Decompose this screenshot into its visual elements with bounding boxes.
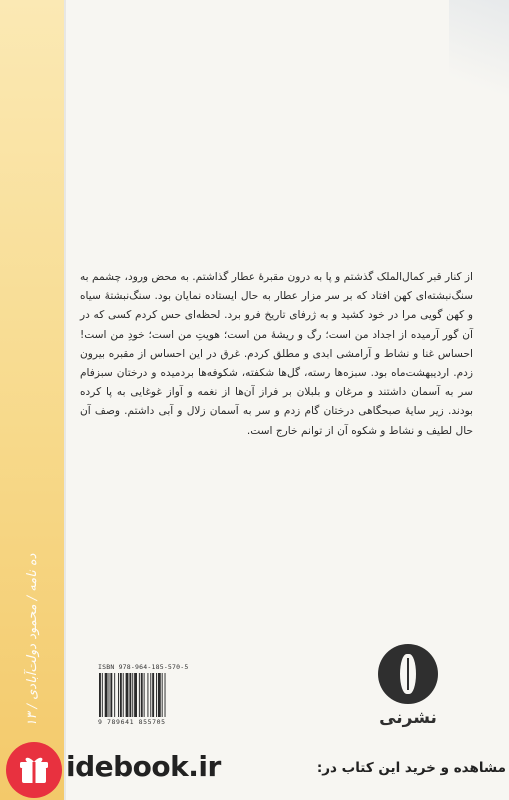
isbn-label: ISBN 978-964-185-570-5 xyxy=(98,663,189,671)
barcode-icon xyxy=(98,673,194,717)
publisher-name: نشرنی xyxy=(379,708,437,728)
gift-icon xyxy=(6,742,62,798)
barcode-block xyxy=(98,663,198,727)
barcode-digits: 9 789641 855705 xyxy=(98,718,166,726)
spine-title-text: ده نامه / محمود دولت‌آبادی / ۱۳ xyxy=(24,553,40,727)
publisher-logo[interactable] xyxy=(376,644,440,740)
seed-logo-icon xyxy=(378,644,438,704)
promo-banner[interactable] xyxy=(0,740,509,800)
paper-edge xyxy=(64,0,66,800)
idebook-logo-text[interactable]: idebook.ir xyxy=(66,750,221,783)
spine-strip xyxy=(0,0,64,800)
back-cover-paragraph: از کنار قبر کمال‌الملک گذشتم و پا به درون مقبرهٔ عطار گذاشتم. به محض ورود، چشمم به سنگ‌نبشته‌ای کهن افتاد که بر سر مزار عطار به حال ایستاده نمایان بود. سنگ‌نبشتهٔ سیاه و کهن گویی مرا در خود کشید و به ژرفای تاریخ فرو برد. لحظه‌ای حس کردم کسی که در آن گور آرمیده از اجداد من است؛ رگ و ریشهٔ من است؛ هویتِ من است؛ خودِ من است! احساس غنا و نشاط و آرامشی ابدی و مطلق کردم. غرق در این احساس از مقبره بیرون زدم. اردیبهشت‌ماه بود. سبزه‌ها رسته، گل‌ها شکفته، شکوفه‌ها بردمیده و درختان سبزفام سر به آسمان داشتند و مرغان و بلبلان بر فراز آن‌ها از نغمه و آواز غوغایی به پا کرده بودند. زیر سایهٔ صبحگاهی درختان گام زدم و سر به آسمان زلال و آبی داشتم. وصف آن حال لطیف و نشاط و شکوه آن از توانم خارج است. xyxy=(80,271,473,437)
corner-shadow xyxy=(449,0,509,120)
banner-cta-text: مشاهده و خرید این کتاب در: xyxy=(316,760,506,776)
